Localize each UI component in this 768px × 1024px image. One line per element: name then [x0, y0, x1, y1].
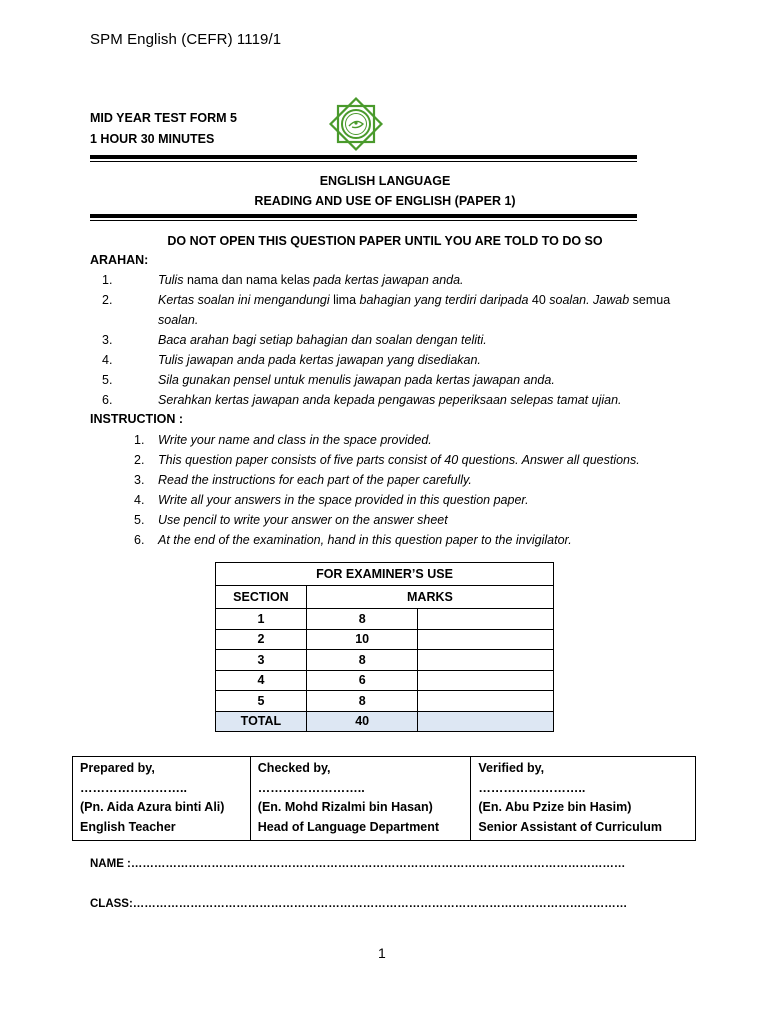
- table-row: [216, 670, 554, 691]
- table-row: [216, 609, 554, 630]
- examiner-header-row: [216, 586, 554, 609]
- total-row: [216, 711, 554, 732]
- score-cell[interactable]: [418, 629, 554, 650]
- table-row: [216, 629, 554, 650]
- signature-line: ……………………..: [80, 780, 187, 795]
- section-cell: 1: [216, 609, 307, 630]
- arahan-item: 3. Baca arahan bagi setiap bahagian dan soalan dengan teliti.: [102, 333, 487, 347]
- page-number: 1: [378, 945, 386, 961]
- instruction-item: 4. Write all your answers in the space provided in this question paper.: [134, 493, 529, 507]
- section-cell: 2: [216, 629, 307, 650]
- instruction-item: 6. At the end of the examination, hand in this question paper to the invigilator.: [134, 533, 572, 547]
- section-header: SECTION: [216, 586, 307, 609]
- arahan-list: [102, 270, 678, 410]
- marks-cell: 6: [306, 670, 418, 691]
- total-marks: 40: [306, 711, 418, 732]
- signature-label: Verified by,: [478, 761, 545, 775]
- examiner-table: [215, 562, 554, 732]
- total-score-cell[interactable]: [418, 711, 554, 732]
- signatory-role: English Teacher: [80, 819, 176, 834]
- section-cell: 5: [216, 691, 307, 712]
- signatory-name: (En. Mohd Rizalmi bin Hasan): [257, 800, 433, 814]
- name-field[interactable]: NAME :…………………………………………………………………………………………………………………: [90, 858, 626, 870]
- marks-cell: 8: [306, 691, 418, 712]
- subject-title: ENGLISH LANGUAGE: [319, 174, 451, 188]
- signature-table: [72, 756, 696, 841]
- total-label: TOTAL: [216, 711, 307, 732]
- score-cell[interactable]: [418, 609, 554, 630]
- score-cell[interactable]: [418, 691, 554, 712]
- score-cell[interactable]: [418, 650, 554, 671]
- marks-cell: 10: [306, 629, 418, 650]
- arahan-item: 4. Tulis jawapan anda pada kertas jawapan yang disediakan.: [102, 353, 481, 367]
- arahan-heading: ARAHAN:: [90, 253, 149, 267]
- signature-label: Prepared by,: [80, 761, 155, 775]
- instruction-item: 1. Write your name and class in the space provided.: [134, 433, 432, 447]
- document-header: SPM English (CEFR) 1119/1: [90, 31, 282, 48]
- signature-label: Checked by,: [257, 761, 331, 775]
- school-emblem-icon: [328, 96, 384, 152]
- marks-cell: 8: [306, 609, 418, 630]
- table-row: [216, 650, 554, 671]
- table-row: [216, 691, 554, 712]
- top-divider: [90, 155, 637, 162]
- prepared-by-cell: [73, 757, 251, 841]
- arahan-item: 6. Serahkan kertas jawapan anda kepada pengawas peperiksaan selepas tamat ujian.: [102, 393, 622, 407]
- marks-cell: 8: [306, 650, 418, 671]
- instruction-list: [134, 430, 698, 550]
- arahan-item: 1. Tulis nama dan nama kelas pada kertas jawapan anda.: [102, 273, 464, 287]
- checked-by-cell: [250, 757, 471, 841]
- subject-divider: [90, 214, 637, 221]
- signatory-name: (Pn. Aida Azura binti Ali): [80, 800, 225, 814]
- signature-line: ……………………..: [257, 780, 365, 795]
- instruction-item: 3. Read the instructions for each part of the paper carefully.: [134, 473, 472, 487]
- warning-text: DO NOT OPEN THIS QUESTION PAPER UNTIL YOU ARE TOLD TO DO SO: [167, 234, 603, 248]
- test-duration: 1 HOUR 30 MINUTES: [90, 132, 215, 146]
- instruction-item: 2. This question paper consists of five parts consist of 40 questions. Answer all questions.: [134, 453, 640, 467]
- section-cell: 4: [216, 670, 307, 691]
- test-name: MID YEAR TEST FORM 5: [90, 111, 238, 125]
- verified-by-cell: [471, 757, 696, 841]
- score-cell[interactable]: [418, 670, 554, 691]
- signature-line: ……………………..: [478, 780, 586, 795]
- signatory-name: (En. Abu Pzize bin Hasim): [478, 800, 632, 814]
- arahan-item: 5. Sila gunakan pensel untuk menulis jawapan pada kertas jawapan anda.: [102, 373, 555, 387]
- arahan-item: 2. Kertas soalan ini mengandungi lima bahagian yang terdiri daripada 40 soalan. Jawab semua soalan.: [102, 293, 671, 327]
- signatory-role: Head of Language Department: [257, 819, 440, 834]
- instruction-heading: INSTRUCTION :: [90, 412, 184, 426]
- examiner-title-row: [216, 563, 554, 586]
- section-cell: 3: [216, 650, 307, 671]
- instruction-item: 5. Use pencil to write your answer on the answer sheet: [134, 513, 448, 527]
- signatory-role: Senior Assistant of Curriculum: [478, 819, 662, 834]
- paper-title: READING AND USE OF ENGLISH (PAPER 1): [254, 194, 516, 208]
- class-field[interactable]: CLASS:…………………………………………………………………………………………………………………: [90, 898, 628, 910]
- marks-header: MARKS: [306, 586, 553, 609]
- examiner-title: FOR EXAMINER’S USE: [216, 563, 554, 586]
